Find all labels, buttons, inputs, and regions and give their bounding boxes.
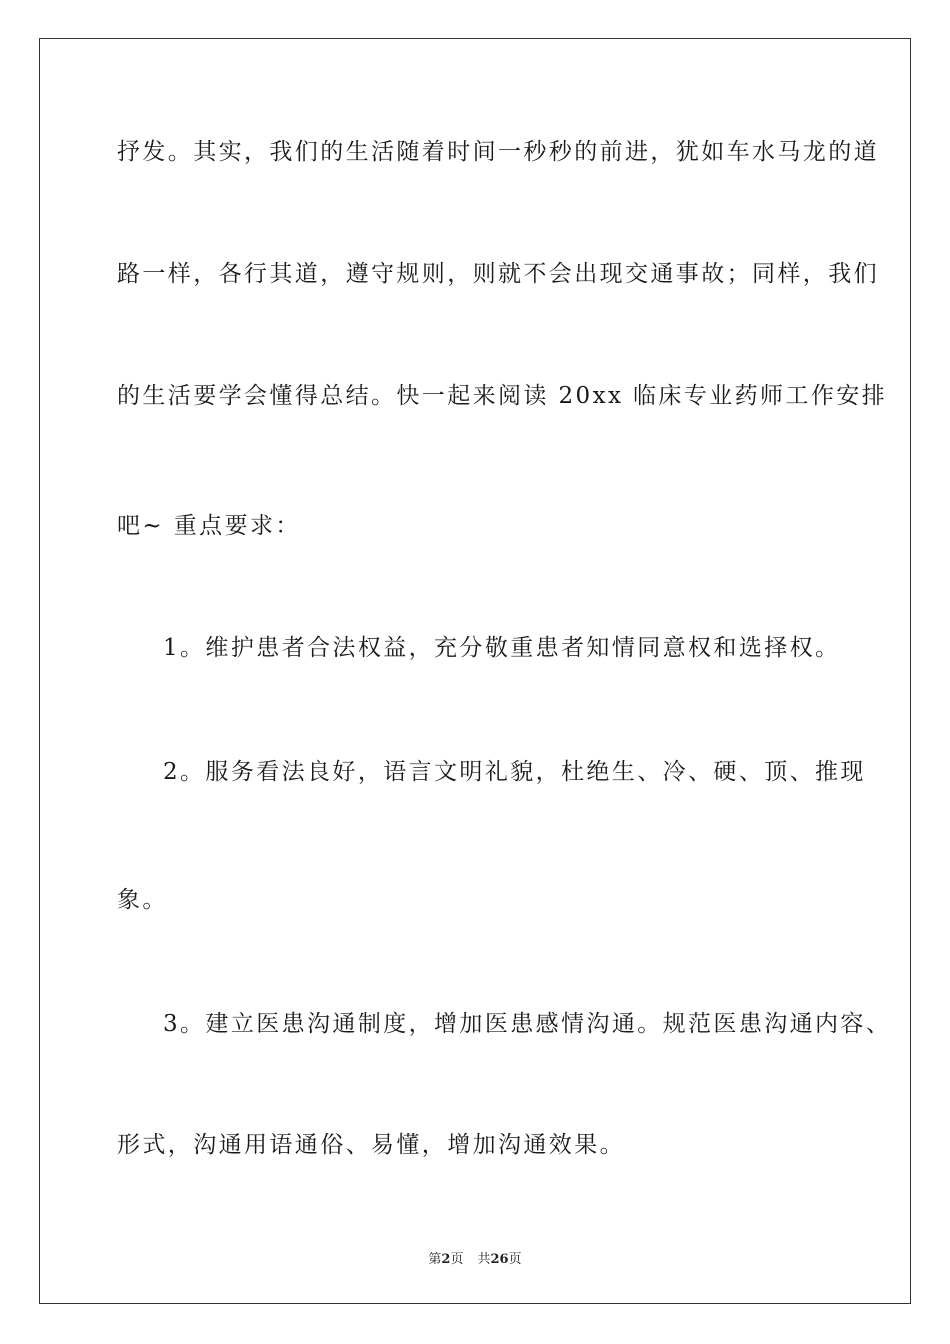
page-footer	[0, 1248, 950, 1267]
total-prefix: 共	[477, 1252, 491, 1267]
body-line-2: 路一样，各行其道，遵守规则，则就不会出现交通事故；同样，我们	[117, 261, 879, 287]
total-pages: 26	[490, 1252, 509, 1267]
page-number: 2	[441, 1252, 451, 1267]
list-item-1: 1。维护患者合法权益，充分敬重患者知情同意权和选择权。	[163, 635, 841, 661]
body-line-1: 抒发。其实，我们的生活随着时间一秒秒的前进，犹如车水马龙的道	[117, 139, 879, 165]
body-line-3: 的生活要学会懂得总结。快一起来阅读 20xx 临床专业药师工作安排	[117, 383, 888, 409]
list-item-2: 2。服务看法良好，语言文明礼貌，杜绝生、冷、硬、顶、推现	[163, 759, 866, 785]
list-item-2-continuation: 象。	[117, 887, 168, 913]
list-item-3-continuation: 形式，沟通用语通俗、易懂，增加沟通效果。	[117, 1132, 625, 1158]
body-line-4: 吧~ 重点要求：	[117, 513, 301, 539]
list-item-3: 3。建立医患沟通制度，增加医患感情沟通。规范医患沟通内容、	[163, 1011, 892, 1037]
total-suffix: 页	[508, 1252, 522, 1267]
page-border	[39, 38, 911, 1304]
page-prefix: 第	[428, 1252, 442, 1267]
page-suffix: 页	[450, 1252, 464, 1267]
